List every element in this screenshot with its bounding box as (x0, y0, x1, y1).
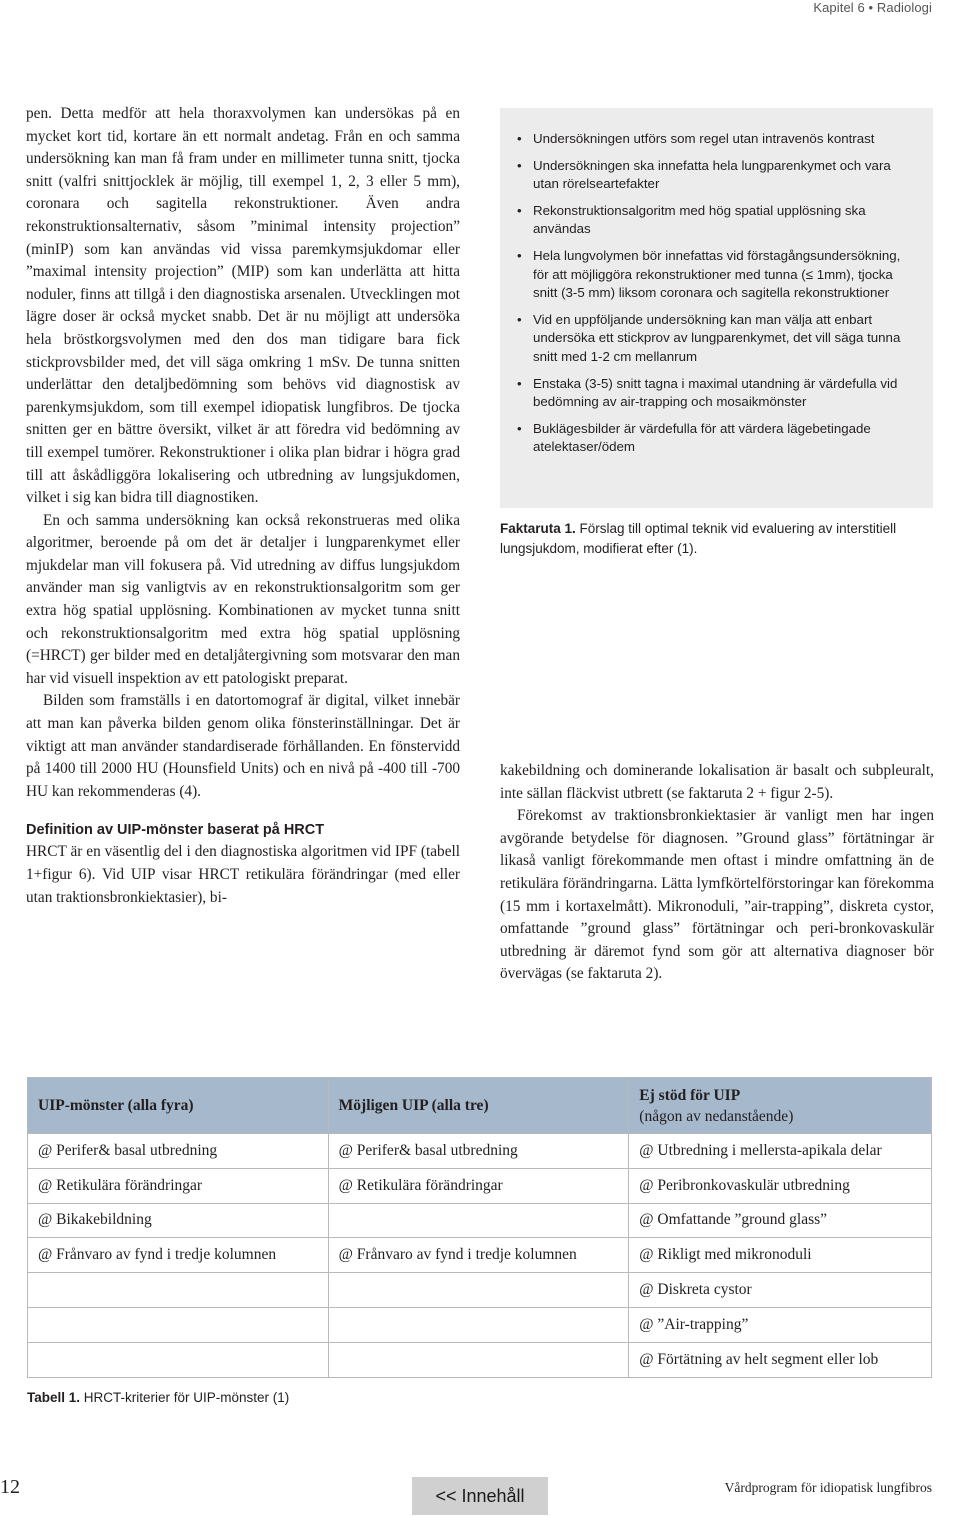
right-text-column (500, 760, 934, 986)
table-row (28, 1342, 932, 1377)
header-title: Ej stöd för UIP (639, 1086, 741, 1104)
table-row (28, 1273, 932, 1308)
factbox-item: • Enstaka (3-5) snitt tagna i maximal utandning är värdefulla vid bedömning av air-trapping och mosaikmönster (515, 375, 915, 412)
table-cell: @ Bikakebildning (28, 1203, 329, 1238)
table-header-cell (28, 1078, 329, 1134)
table-cell: @ Frånvaro av fynd i tredje kolumnen (328, 1238, 629, 1273)
factbox-list (515, 130, 915, 457)
table-row (28, 1134, 932, 1169)
section-heading: Definition av UIP-mönster baserat på HRCT (26, 822, 325, 839)
table-caption (27, 1390, 289, 1405)
table-header-cell (629, 1078, 932, 1134)
factbox-item: • Undersökningen ska innefatta hela lungparenkymet och vara utan rörelseartefakter (515, 157, 915, 194)
body-paragraph: En och samma undersökning kan också rekonstrueras med olika algoritmer, beroende på om det är detaljer i lungparenkymet eller mjukdelar man vill fokusera på. Vid utredning av diffus lungsjukdom använder man sig vanligtvis av en rekonstruktionsalgoritm som ger extra hög spatial upplösning. Kombinationen av mycket tunna snitt och rekonstruktionsalgoritm med extra hög spatial upplösning (=HRCT) ger bilder med en detaljåtergivning som motsvarar den man har vid visuell inspektion av ett patologiskt preparat. (26, 511, 460, 687)
factbox (500, 108, 933, 508)
table-cell: @ ”Air-trapping” (629, 1307, 932, 1342)
table-cell: @ Perifer& basal utbredning (28, 1134, 329, 1169)
table-cell: @ Förtätning av helt segment eller lob (629, 1342, 932, 1377)
page-number: 12 (0, 1476, 20, 1498)
table-cell (328, 1307, 629, 1342)
body-paragraph: HRCT är en väsentlig del i den diagnostiska algoritmen vid IPF (tabell 1+figur 6). Vid UIP visar HRCT retikulära förändringar (med eller utan traktionsbronkiektasier), bi- (26, 843, 460, 906)
header-title: UIP-mönster (alla fyra) (38, 1097, 194, 1114)
publication-title: Vårdprogram för idiopatisk lungfibros (724, 1480, 932, 1495)
table-cell: @ Frånvaro av fynd i tredje kolumnen (28, 1238, 329, 1273)
table-row (28, 1168, 932, 1203)
table-row (28, 1238, 932, 1273)
factbox-item: • Buklägesbilder är värdefulla för att värdera lägebetingade atelektaser/ödem (515, 420, 915, 457)
table-caption-label: Tabell 1. (27, 1390, 81, 1405)
table-cell: @ Peribronkovaskulär utbredning (629, 1168, 932, 1203)
table-cell (28, 1342, 329, 1377)
table-cell (328, 1342, 629, 1377)
body-paragraph: Bilden som framställs i en datortomograf är digital, vilket innebär att man kan påverka bilden genom olika fönsterinställningar. Det är viktigt att man använder standardiserade förhållanden. En fönstervidd på 1400 till 2000 HU (Hounsfield Units) och en nivå på -400 till -700 HU kan rekommenderas (4). (26, 692, 460, 800)
factbox-caption-label: Faktaruta 1. (500, 521, 576, 536)
table-cell: @ Retikulära förändringar (28, 1168, 329, 1203)
table-header-row (28, 1078, 932, 1134)
factbox-item: • Undersökningen utförs som regel utan intravenös kontrast (515, 130, 915, 149)
factbox-caption (500, 519, 920, 559)
table-of-contents-button[interactable]: << Innehåll (412, 1477, 548, 1515)
factbox-item: • Rekonstruktionsalgoritm med hög spatial upplösning ska användas (515, 202, 915, 239)
table-cell: @ Omfattande ”ground glass” (629, 1203, 932, 1238)
running-header: Kapitel 6 • Radiologi (813, 0, 932, 15)
table-cell (28, 1273, 329, 1308)
table-cell (28, 1307, 329, 1342)
left-text-column (26, 103, 460, 909)
table-caption-text: HRCT-kriterier för UIP-mönster (1) (80, 1390, 290, 1405)
table-cell: @ Perifer& basal utbredning (328, 1134, 629, 1169)
table-row (28, 1307, 932, 1342)
table-header-cell (328, 1078, 629, 1134)
table-cell: @ Rikligt med mikronoduli (629, 1238, 932, 1273)
factbox-caption-text: Förslag till optimal teknik vid evaluering av interstitiell lungsjukdom, modifierat efter (1). (500, 521, 897, 556)
body-paragraph: kakebildning och dominerande lokalisation är basalt och subpleuralt, inte sällan fläckvist utbrett (se faktaruta 2 + figur 2-5). (500, 762, 934, 802)
factbox-item: • Hela lungvolymen bör innefattas vid förstagångsundersökning, för att möjliggöra rekonstruktioner med tunna (≤ 1mm), tjocka snitt (3-5 mm) liksom coronara och sagitella rekonstruktioner (515, 247, 915, 303)
header-title: Möjligen UIP (alla tre) (338, 1097, 489, 1114)
table-cell (328, 1203, 629, 1238)
header-subtitle: (någon av nedanstående) (639, 1107, 794, 1125)
table-cell: @ Retikulära förändringar (328, 1168, 629, 1203)
table-row (28, 1203, 932, 1238)
uip-criteria-table (27, 1077, 932, 1378)
body-paragraph: pen. Detta medför att hela thoraxvolymen kan undersökas på en mycket kort tid, kortare än ett normalt andetag. Från en och samma undersökning kan man få fram under en millimeter tunna snitt, tjocka snitt (valfri snittjocklek är möjlig, till exempel 1, 2, 3 eller 5 mm), coronara och sagitella rekonstruktioner. Även andra rekonstruktionsalternativ, såsom ”minimal intensity projection” (minIP) som kan användas vid vissa paremkymsjukdomar eller ”maximal intensity projection” (MIP) som kan underlätta att hitta noduler, finns att tillgå i den diagnostiska arsenalen. Utvecklingen mot lägre doser är också mycket snabb. Det är nu möjligt att undersöka hela bröstkorgsvolymen med den dos man tidigare bara fick stickprovsbilder med, det vill säga omkring 1 mSv. De tunna snitten underlättar den detaljbedömning som behövs vid diagnostisk av parenkymsjukdom, som till exempel idiopatisk lungfibros. De tjocka snitten ger en bättre översikt, vilket är att föredra vid bedömning av till exempel tumörer. Rekonstruktioner i olika plan bidrar i högra grad till att åskådliggöra lokalisering och utbredning av lungsjukdomen, vilket i sig kan bidra till diagnostiken. (26, 105, 460, 507)
body-paragraph: Förekomst av traktionsbronkiektasier är vanligt men har ingen avgörande betydelse för diagnosen. ”Ground glass” förtätningar är likaså vanligt förekommande men oftast i mindre omfattning än de retikulära förändringarna. Lätta lymfkörtelförstoringar kan förekomma (15 mm i kortaxelmått). Mikronoduli, ”air-trapping”, diskreta cystor, omfattande ”ground glass” förtätningar och peri-bronkovaskulär utbredning är däremot fynd som gör att alternativa diagnoser bör övervägas (se faktaruta 2). (500, 807, 934, 983)
table-cell (328, 1273, 629, 1308)
table-cell: @ Diskreta cystor (629, 1273, 932, 1308)
factbox-item: • Vid en uppföljande undersökning kan man välja att enbart undersöka ett stickprov av lungparenkymet, det vill säga tunna snitt med 1-2 cm mellanrum (515, 311, 915, 367)
table-cell: @ Utbredning i mellersta-apikala delar (629, 1134, 932, 1169)
